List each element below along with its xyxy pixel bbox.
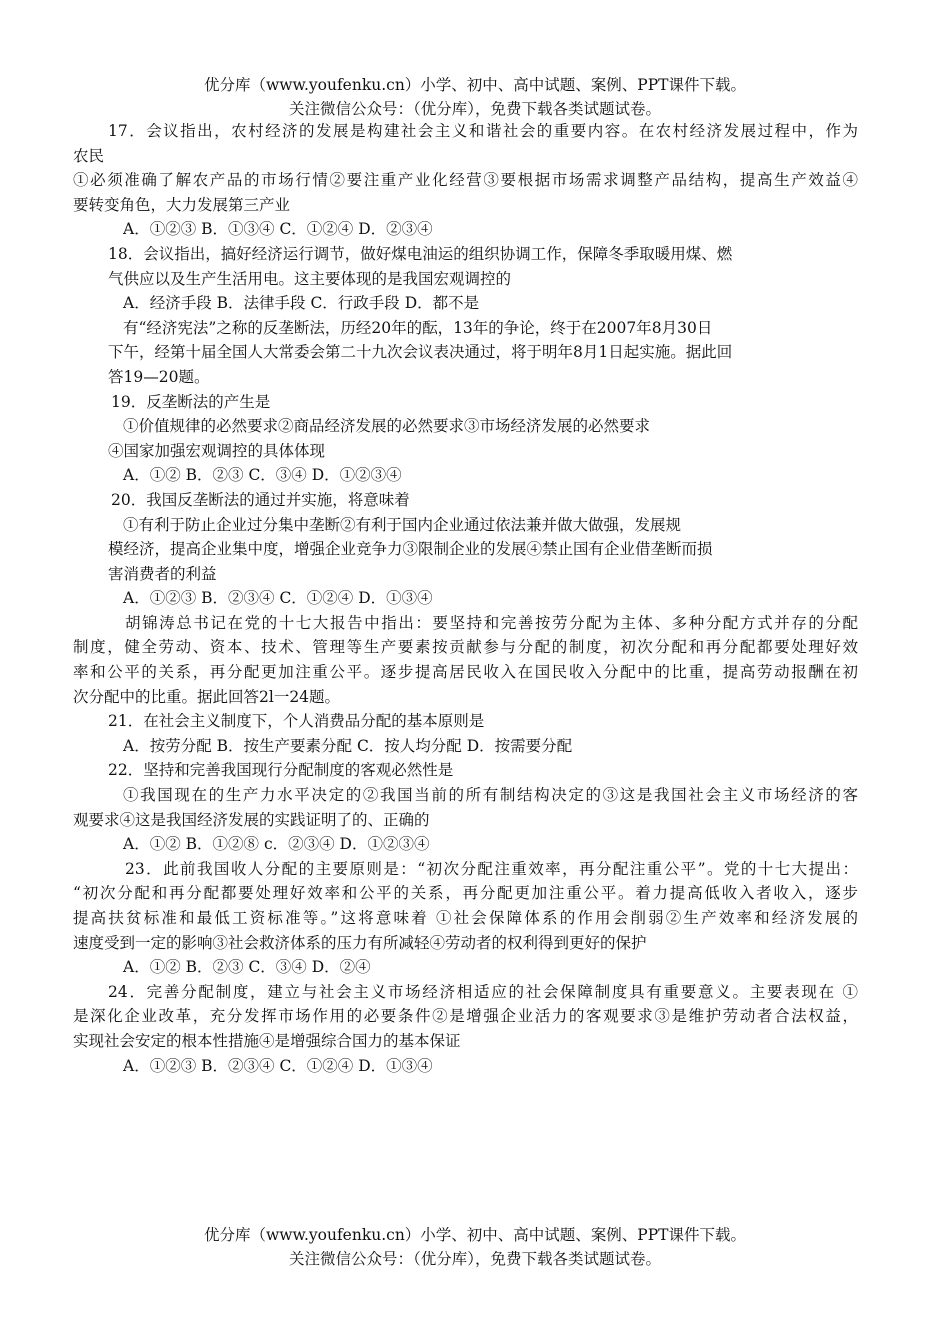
q18-stem: 18．会议指出，搞好经济运行调节，做好煤电油运的组织协调工作，保障冬季取暖用煤、燃 <box>108 244 733 263</box>
q17-options: A．①②③ B．①③④ C．①②④ D．②③④ <box>123 220 433 239</box>
q17-stem-cont: 农民 <box>73 146 105 165</box>
q21-options: A．按劳分配 B．按生产要素分配 C．按人均分配 D．按需要分配 <box>123 736 573 755</box>
q23-items-cont: 速度受到一定的影响③社会救济体系的压力有所减轻④劳动者的权利得到更好的保护 <box>73 933 647 952</box>
header-wechat-line: 关注微信公众号：（优分库），免费下载各类试题试卷。 <box>288 100 661 118</box>
header-site-line: 优分库（www.youfenku.cn）小学、初中、高中试题、案例、PPT课件下载。 <box>203 76 747 94</box>
material-distribution: 胡锦涛总书记在党的十七大报告中指出：要坚持和完善按劳分配为主体、多种分配方式并存的分配 <box>125 613 858 632</box>
q19-items-cont: ④国家加强宏观调控的具体体现 <box>108 441 326 460</box>
material-antitrust: 有“经济宪法”之称的反垄断法，历经20年的酝，13年的争论，终于在2007年8月30日 <box>123 318 713 337</box>
q20-items: ①有利于防止企业过分集中垄断②有利于国内企业通过依法兼并做大做强，发展规 <box>123 515 682 534</box>
q20-options: A．①②③ B．②③④ C．①②④ D．①③④ <box>123 589 433 608</box>
q22-items: ①我国现在的生产力水平决定的②我国当前的所有制结构决定的③这是我国社会主义市场经济的客 <box>123 786 858 805</box>
q19-stem: 19．反垄断法的产生是 <box>111 392 271 411</box>
q23-options: A．①② B．②③ C．③④ D．②④ <box>123 958 371 977</box>
q20-items-cont: 模经济，提高企业集中度，增强企业竞争力③限制企业的发展④禁止国有企业借垄断而损 <box>108 540 713 559</box>
material-distribution-3: 率和公平的关系，再分配更加注重公平。逐步提高居民收入在国民收入分配中的比重，提高劳动报酬在初 <box>73 663 858 682</box>
material-distribution-4: 次分配中的比重。据此回答2l一24题。 <box>73 687 341 706</box>
q19-options: A．①② B．②③ C．③④ D．①②③④ <box>123 466 402 485</box>
q23-stem-2: “初次分配和再分配都要处理好效率和公平的关系，再分配更加注重公平。着力提高低收入者收入，逐步 <box>73 884 858 903</box>
q20-stem: 20．我国反垄断法的通过并实施，将意味着 <box>111 490 410 509</box>
q18-options: A．经济手段 B．法律手段 C．行政手段 D．都不是 <box>123 294 480 313</box>
footer-wechat-line: 关注微信公众号：（优分库），免费下载各类试题试卷。 <box>288 1250 661 1268</box>
material-antitrust-cont: 下午，经第十届全国人大常委会第二十九次会议表决通过，将于明年8月1日起实施。据此回 <box>108 343 733 362</box>
q21-stem: 21．在社会主义制度下，个人消费品分配的基本原则是 <box>108 712 485 731</box>
q17-items: ①必须准确了解农产品的市场行情②要注重产业化经营③要根据市场需求调整产品结构，提高生产效益④ <box>73 171 858 190</box>
q23-stem: 23．此前我国收人分配的主要原则是：“初次分配注重效率，再分配注重公平”。党的十七大提出： <box>125 859 858 878</box>
material-distribution-2: 制度，健全劳动、资本、技术、管理等生产要素按贡献参与分配的制度，初次分配和再分配都要处理好效 <box>73 638 858 657</box>
q24-items: 是深化企业改革，充分发挥市场作用的必要条件②是增强企业活力的客观要求③是维护劳动者合法权益， <box>73 1007 858 1026</box>
q20-items-end: 害消费者的利益 <box>108 564 217 583</box>
q24-items-cont: 实现社会安定的根本性措施④是增强综合国力的基本保证 <box>73 1031 461 1050</box>
q24-stem: 24．完善分配制度，建立与社会主义市场经济相适应的社会保障制度具有重要意义。主要表现在 ① <box>108 982 858 1001</box>
q18-stem-cont: 气供应以及生产生活用电。这主要体现的是我国宏观调控的 <box>108 269 512 288</box>
q17-items-cont: 要转变角色，大力发展第三产业 <box>73 195 291 214</box>
q22-options: A．①② B．①②⑧ c．②③④ D．①②③④ <box>123 835 430 854</box>
q17-stem: 17．会议指出，农村经济的发展是构建社会主义和谐社会的重要内容。在农村经济发展过程中，作为 <box>108 122 858 140</box>
q19-items: ①价值规律的必然要求②商品经济发展的必然要求③市场经济发展的必然要求 <box>123 417 651 436</box>
q22-items-cont: 观要求④这是我国经济发展的实践证明了的、正确的 <box>73 810 430 829</box>
document-body <box>73 119 858 1078</box>
q23-stem-3: 提高扶贫标准和最低工资标准等。”这将意味着 ①社会保障体系的作用会削弱②生产效率和经济发展的 <box>73 909 858 927</box>
footer-site-line: 优分库（www.youfenku.cn）小学、初中、高中试题、案例、PPT课件下载。 <box>203 1226 747 1244</box>
q24-options: A．①②③ B．②③④ C．①②④ D．①③④ <box>123 1056 433 1075</box>
material-antitrust-end: 答19—20题。 <box>108 367 210 386</box>
q22-stem: 22．坚持和完善我国现行分配制度的客观必然性是 <box>108 761 454 780</box>
